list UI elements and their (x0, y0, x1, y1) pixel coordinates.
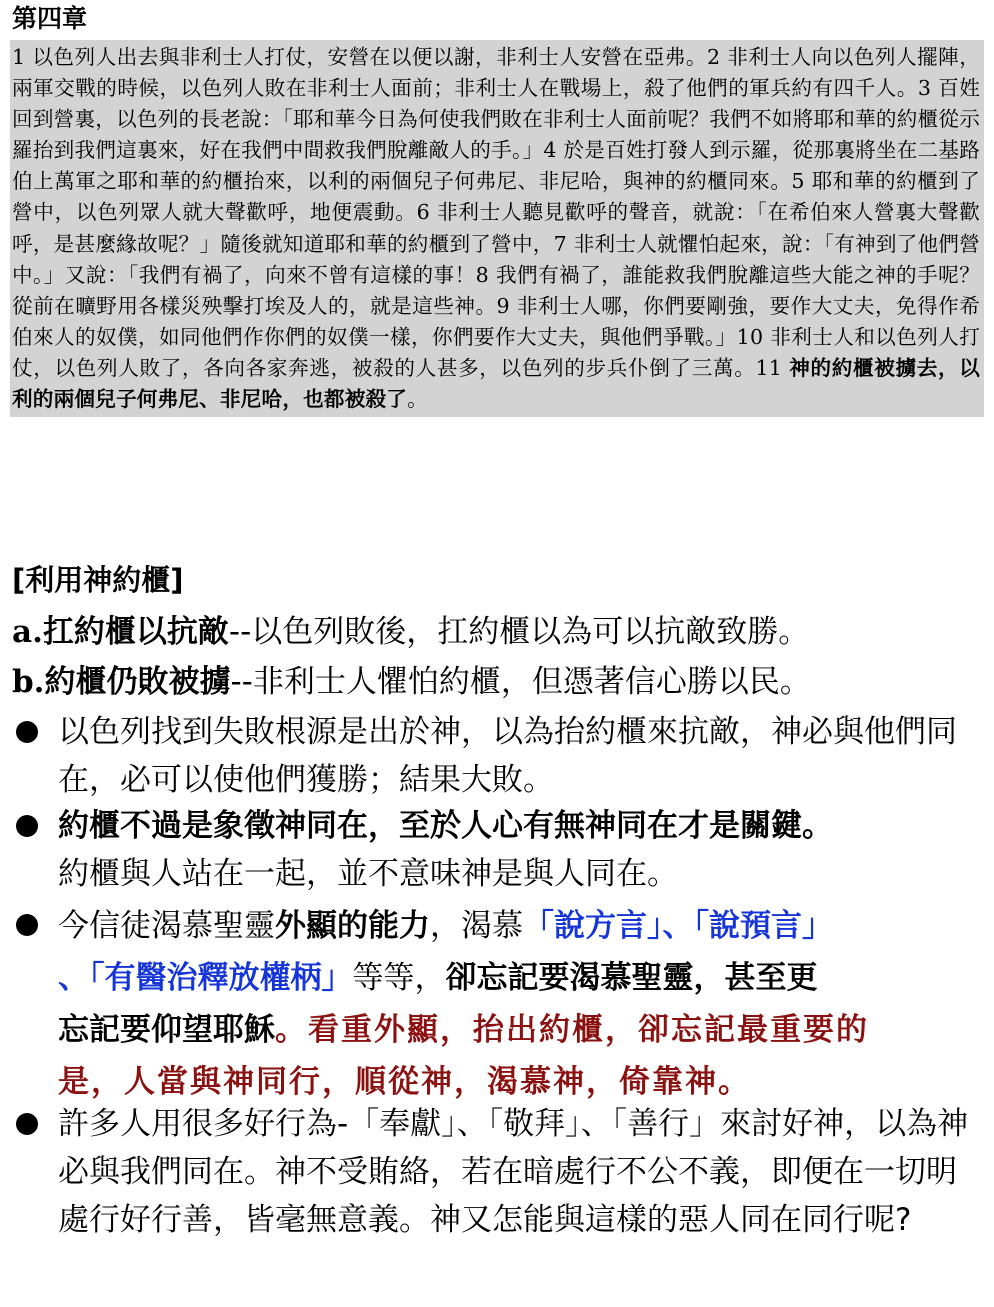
scripture-text: 1 以色列人出去與非利士人打仗，安營在以便以謝，非利士人安營在亞弗。2 非利士人向以色列人擺陣，兩軍交戰的時候，以色列人敗在非利士人面前；非利士人在戰場上，殺了他們的軍兵約有四千人。3 百姓回到營裏，以色列的長老說：「耶和華今日為何使我們敗在非利士人面前呢？我們不如將耶和華的約櫃從示羅抬到我們這裏來，好在我們中間救我們脫離敵人的手。」4 於是百姓打發人到示羅，從那裏將坐在二基路伯上萬軍之耶和華的約櫃抬來，以利的兩個兒子何弗尼、非尼哈，與神的約櫃同來。5 耶和華的約櫃到了營中，以色列眾人就大聲歡呼，地便震動。6 非利士人聽見歡呼的聲音，就說：「在希伯來人營裏大聲歡呼，是甚麼緣故呢？」隨後就知道耶和華的約櫃到了營中，7 非利士人就懼怕起來，說：「有神到了他們營中。」又說：「我們有禍了，向來不曾有這樣的事！8 我們有禍了，誰能救我們脫離這些大能之神的手呢？從前在曠野用各樣災殃擊打埃及人的，就是這些神。9 非利士人哪，你們要剛強，要作大丈夫，免得作希伯來人的奴僕，如同他們作你們的奴僕一樣，你們要作大丈夫，與他們爭戰。」10 非利士人和以色列人打仗，以色列人敗了，各向各家奔逃，被殺的人甚多，以色列的步兵仆倒了三萬。11 (12, 45, 980, 380)
bullet-3-text-3: 等等， (352, 960, 446, 996)
bullet-3-text-2: ，渴慕 (430, 908, 523, 944)
bullet-3-bold-power: 外顯的能力 (275, 908, 430, 944)
point-a (12, 610, 984, 654)
bullet-3-red-2: 是，人當與神同行，順從神，渴慕神，倚靠神。 (58, 1064, 751, 1100)
scripture-passage (10, 40, 984, 417)
bullet-3-blue-tongues: 「說方言」、「說預言」 (523, 908, 833, 944)
bullet-3-red-1: 看重外顯，抬出約櫃，卻忘記最重要的 (308, 1012, 869, 1048)
chapter-title: 第四章 (12, 6, 88, 33)
bullet-3-bold-forget: 卻忘記要渴慕聖靈，甚至更 (445, 960, 818, 996)
bullet-2-text: 約櫃與人站在一起，並不意味神是與人同在。 (58, 856, 678, 892)
bullet-dot-icon (16, 1113, 38, 1135)
bullet-3-period: 。 (275, 1012, 308, 1048)
bullet-3-line-3 (58, 1004, 976, 1056)
bullet-dot-icon (16, 721, 38, 743)
point-b-text: --非利士人懼怕約櫃，但憑著信心勝以民。 (230, 664, 811, 700)
bullet-2-body (58, 802, 976, 898)
bullet-dot-icon (16, 815, 38, 837)
bullet-item-1 (16, 708, 976, 804)
bullet-4-text: 許多人用很多好行為-「奉獻」、「敬拜」、「善行」來討好神，以為神必與我們同在。神不受賄絡，若在暗處行不公不義，即便在一切明處行好行善，皆毫無意義。神又怎能與這樣的惡人同在同行呢? (58, 1106, 969, 1238)
bullet-3-body (58, 900, 976, 1108)
bullet-item-4 (16, 1100, 976, 1244)
bullet-item-2 (16, 802, 976, 898)
bullet-2-bold: 約櫃不過是象徵神同在，至於人心有無神同在才是關鍵。 (58, 808, 833, 844)
scripture-emphasis: 神的約櫃被擄去，以利的兩個兒子何弗尼、非尼哈，也都被殺了 (12, 355, 980, 412)
bullet-3-text-1: 今信徒渴慕聖靈 (58, 908, 275, 944)
bullet-item-3 (16, 900, 976, 1108)
bullet-1-text: 以色列找到失敗根源是出於神，以為抬約櫃來抗敵，神必與他們同在，必可以使他們獲勝；結果大敗。 (58, 714, 957, 798)
bullet-3-line-1 (58, 900, 976, 952)
scripture-end: 。 (407, 387, 428, 412)
point-a-lead: a.扛約櫃以抗敵 (12, 614, 229, 650)
bullet-dot-icon (16, 914, 38, 936)
bullet-3-blue-healing: 、「有醫治釋放權柄」 (58, 960, 353, 996)
section-title: [利用神約櫃] (12, 563, 184, 597)
point-a-text: --以色列敗後，扛約櫃以為可以抗敵致勝。 (228, 614, 810, 650)
point-b-lead: b.約櫃仍敗被擄 (12, 664, 231, 700)
bullet-3-line-2 (58, 952, 976, 1004)
bullet-3-bold-jesus: 忘記要仰望耶穌 (58, 1012, 275, 1048)
point-b (12, 660, 984, 704)
